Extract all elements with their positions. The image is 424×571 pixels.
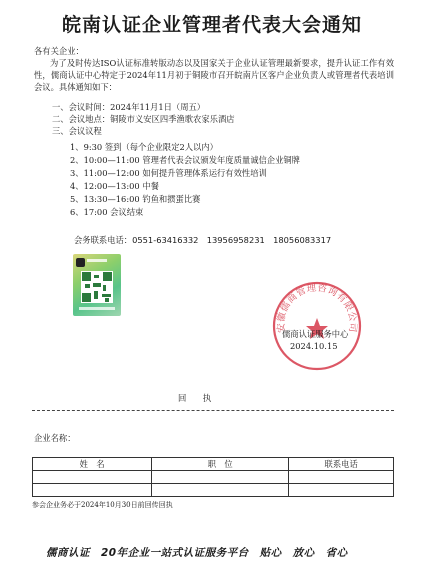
position-cell[interactable] <box>152 484 289 497</box>
intro-paragraph: 为了及时传达ISO认证标准转版动态以及国家关于企业认证管理最新要求，提升认证工作有效性，儒商认证中心特定于2024年11月初于铜陵市召开皖南片区客户企业负责人或管理者代表培训会议。具体通知如下： <box>34 58 394 93</box>
column-header-phone: 联系电话 <box>289 458 394 471</box>
agenda-item: 4、12:00—13:00 中餐 <box>70 181 159 191</box>
receipt-note: 参会企业务必于2024年10月30日前回传回执 <box>32 501 173 509</box>
company-seal-stamp <box>271 280 363 372</box>
table-row <box>33 484 394 497</box>
section-meeting-location: 二、会议地点：铜陵市义安区四季渔歌农家乐酒店 <box>52 114 235 124</box>
table-row <box>33 471 394 484</box>
column-header-position: 职 位 <box>152 458 289 471</box>
section-meeting-time: 一、会议时间：2024年11月1日（周五） <box>52 102 206 112</box>
footer-slogan: 儒商认证 20年企业一站式认证服务平台 贴心 放心 省心 <box>46 547 348 559</box>
name-cell[interactable] <box>33 471 152 484</box>
position-cell[interactable] <box>152 471 289 484</box>
salutation: 各有关企业： <box>34 46 84 56</box>
receipt-heading: 回 执 <box>178 393 212 403</box>
cut-line <box>32 410 394 411</box>
column-header-name: 姓 名 <box>33 458 152 471</box>
qr-code <box>81 271 113 303</box>
agenda-item: 3、11:00—12:00 如何提升管理体系运行有效性培训 <box>70 168 267 178</box>
svg-text:安徽儒商管理咨询有限公司: 安徽儒商管理咨询有限公司 <box>275 282 359 334</box>
agenda-item: 5、13:30—16:00 钓鱼和掼蛋比赛 <box>70 194 201 204</box>
qr-logo <box>76 258 85 267</box>
agenda-item: 1、9:30 签到（每个企业限定2人以内） <box>70 142 218 152</box>
phone-cell[interactable] <box>289 484 394 497</box>
agenda-item: 2、10:00—11:00 管理者代表会议颁发年度质量诚信企业铜牌 <box>70 155 300 165</box>
contact-phones: 会务联系电话：0551-63416332 13956958231 18056083317 <box>74 235 332 245</box>
company-name-label: 企业名称： <box>34 433 76 443</box>
notice-title: 皖南认证企业管理者代表大会通知 <box>61 14 362 36</box>
receipt-table <box>32 457 394 497</box>
phone-cell[interactable] <box>289 471 394 484</box>
agenda-item: 6、17:00 会议结束 <box>70 207 144 217</box>
qr-footer-strip <box>79 307 115 310</box>
qr-code-image <box>73 254 121 316</box>
name-cell[interactable] <box>33 484 152 497</box>
section-agenda-heading: 三、会议议程 <box>52 126 102 136</box>
signature-org: 儒商认证服务中心 <box>282 329 349 339</box>
qr-caption-strip <box>87 259 107 262</box>
table-header-row <box>33 458 394 471</box>
signature-date: 2024.10.15 <box>290 341 338 351</box>
